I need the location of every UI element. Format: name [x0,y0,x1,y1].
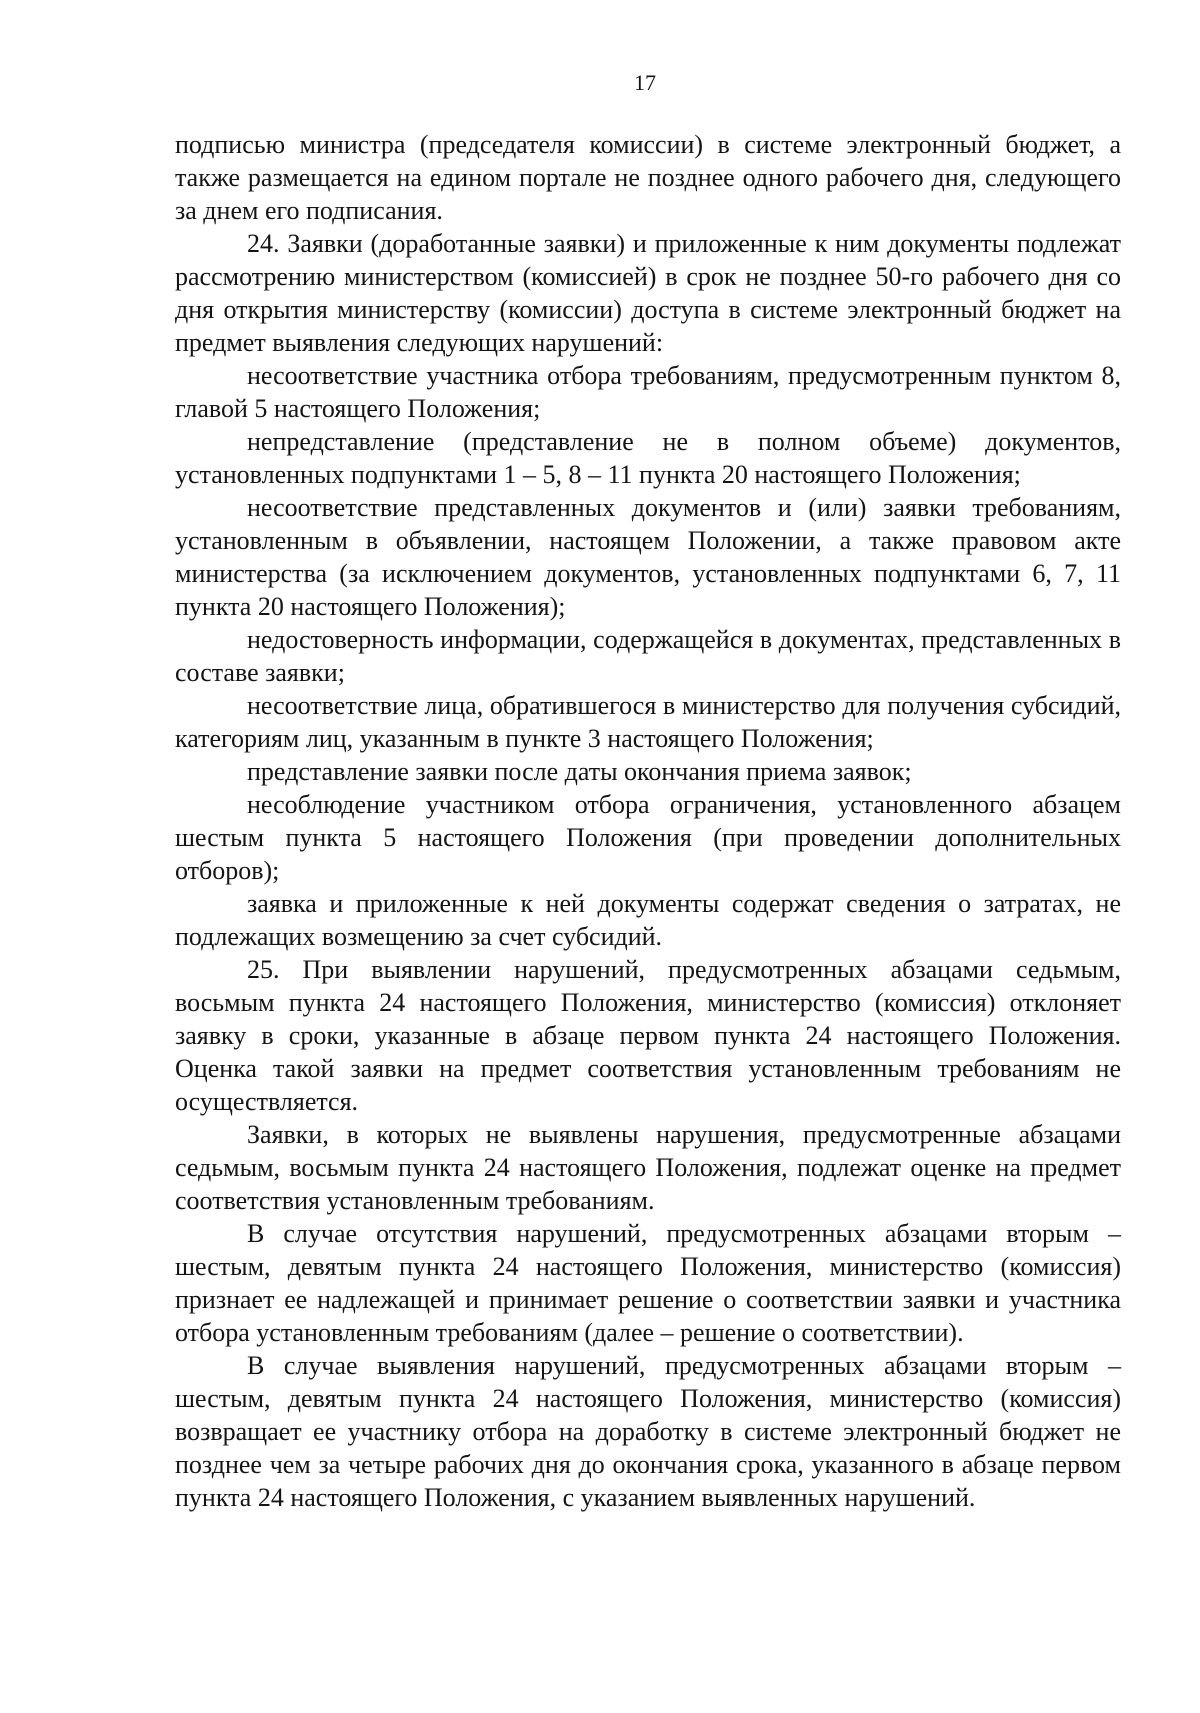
paragraph: несоответствие представленных документов и (или) заявки требованиям, установленным в объявлении, настоящем Положении, а также правовом акте министерства (за исключением документов, установленных подпунктами 6, 7, 11 пункта 20 настоящего Положения); [175,493,1121,621]
paragraph: 24. Заявки (доработанные заявки) и приложенные к ним документы подлежат рассмотрению министерством (комиссией) в срок не позднее 50-го рабочего дня со дня открытия министерству (комиссии) доступа в системе электронный бюджет на предмет выявления следующих нарушений: [175,229,1121,357]
paragraph: подписью министра (председателя комиссии) в системе электронный бюджет, а также размещается на едином портале не позднее одного рабочего дня, следующего за днем его подписания. [175,130,1121,225]
page-number: 17 [634,70,656,95]
paragraph: Заявки, в которых не выявлены нарушения, предусмотренные абзацами седьмым, восьмым пункта 24 настоящего Положения, подлежат оценке на предмет соответствия установленным требованиям. [175,1120,1121,1215]
paragraph: 25. При выявлении нарушений, предусмотренных абзацами седьмым, восьмым пункта 24 настоящего Положения, министерство (комиссия) отклоняет заявку в сроки, указанные в абзаце первом пункта 24 настоящего Положения. Оценка такой заявки на предмет соответствия установленным требованиям не осуществляется. [175,955,1121,1116]
paragraph: В случае выявления нарушений, предусмотренных абзацами вторым – шестым, девятым пункта 24 настоящего Положения, министерство (комиссия) возвращает ее участнику отбора на доработку в системе электронный бюджет не позднее чем за четыре рабочих дня до окончания срока, указанного в абзаце первом пункта 24 настоящего Положения, с указанием выявленных нарушений. [175,1351,1121,1512]
paragraph: заявка и приложенные к ней документы содержат сведения о затратах, не подлежащих возмещению за счет субсидий. [175,889,1121,951]
paragraph: несоблюдение участником отбора ограничения, установленного абзацем шестым пункта 5 настоящего Положения (при проведении дополнительных отборов); [175,790,1121,885]
paragraph: В случае отсутствия нарушений, предусмотренных абзацами вторым – шестым, девятым пункта 24 настоящего Положения, министерство (комиссия) признает ее надлежащей и принимает решение о соответствии заявки и участника отбора установленным требованиям (далее – решение о соответствии). [175,1219,1121,1347]
paragraph: несоответствие лица, обратившегося в министерство для получения субсидий, категориям лиц, указанным в пункте 3 настоящего Положения; [175,691,1121,753]
document-body [175,128,1121,1514]
paragraph: недостоверность информации, содержащейся в документах, представленных в составе заявки; [175,625,1121,687]
paragraph: представление заявки после даты окончания приема заявок; [247,757,912,786]
paragraph: непредставление (представление не в полном объеме) документов, установленных подпунктами 1 – 5, 8 – 11 пункта 20 настоящего Положения; [175,427,1121,489]
paragraph: несоответствие участника отбора требованиям, предусмотренным пунктом 8, главой 5 настоящего Положения; [175,361,1121,423]
